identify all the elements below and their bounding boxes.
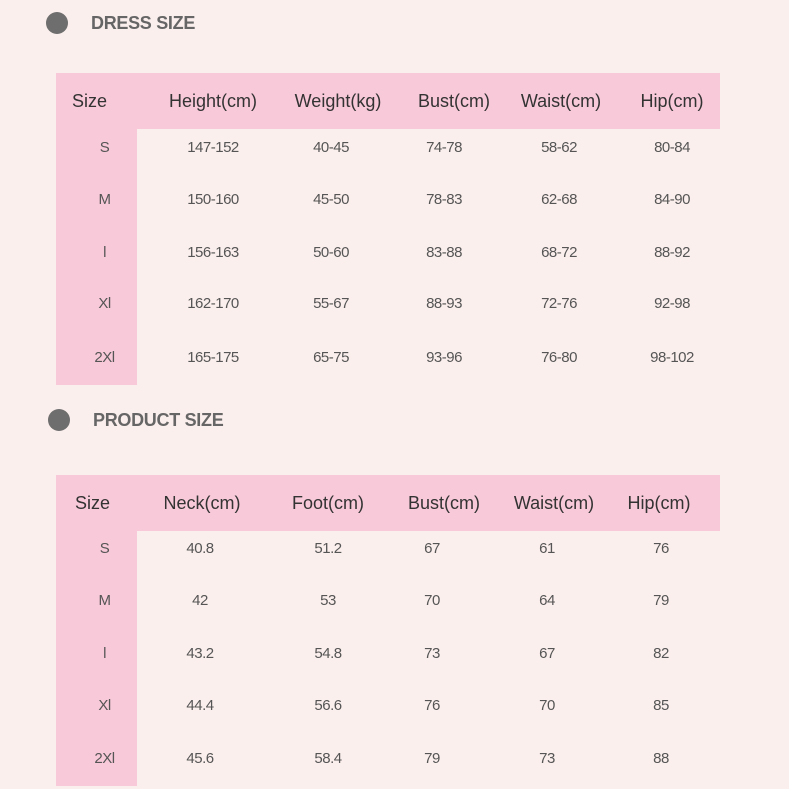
header-size: Size	[74, 493, 110, 513]
table-cell: 73	[424, 645, 440, 662]
product-size-table	[56, 475, 720, 786]
table-cell: 76	[424, 697, 440, 714]
table-cell: 156-163	[187, 244, 239, 261]
table-cell: 83-88	[426, 244, 462, 261]
table-cell: 45.6	[186, 750, 214, 767]
table-cell: 70	[424, 592, 440, 609]
header-waist: Waist(cm)	[520, 91, 602, 111]
table-cell: 72-76	[541, 295, 577, 312]
table-cell: 162-170	[187, 295, 239, 312]
header-height: Height(cm)	[168, 91, 257, 111]
table-cell: 40.8	[186, 540, 214, 557]
table-cell: 76-80	[541, 349, 577, 366]
table-cell: 64	[539, 592, 555, 609]
table-cell: 44.4	[186, 697, 214, 714]
table-cell: 88-92	[654, 244, 690, 261]
dress-size-heading	[46, 11, 195, 35]
header-bust: Bust(cm)	[418, 91, 490, 111]
table-cell: 76	[653, 540, 669, 557]
table-cell: 98-102	[650, 349, 694, 366]
product-size-heading	[46, 408, 223, 432]
table-cell: 70	[539, 697, 555, 714]
table-cell: l	[103, 645, 106, 662]
table-cell: 73	[539, 750, 555, 767]
table-cell: 93-96	[426, 349, 462, 366]
table-cell: Xl	[98, 295, 111, 312]
table-cell: 61	[539, 540, 555, 557]
table-cell: 2Xl	[94, 750, 115, 767]
table-cell: 92-98	[654, 295, 690, 312]
header-foot: Foot(cm)	[292, 493, 364, 513]
table-cell: 79	[653, 592, 669, 609]
table-cell: 150-160	[187, 191, 239, 208]
table-cell: 56.6	[314, 697, 342, 714]
header-weight: Weight(kg)	[294, 91, 382, 111]
table-cell: 50-60	[313, 244, 349, 261]
table-cell: 67	[424, 540, 440, 557]
header-bust: Bust(cm)	[408, 493, 480, 513]
table-cell: 84-90	[654, 191, 690, 208]
table-cell: 67	[539, 645, 555, 662]
table-cell: 147-152	[187, 139, 239, 156]
table-cell: 2Xl	[94, 349, 115, 366]
dress-size-table	[56, 73, 720, 385]
table-cell: 68-72	[541, 244, 577, 261]
header-hip: Hip(cm)	[640, 91, 704, 111]
header-neck: Neck(cm)	[163, 493, 241, 513]
product-size-title: PRODUCT SIZE	[93, 409, 224, 430]
table-cell: 80-84	[654, 139, 690, 156]
table-cell: 58-62	[541, 139, 577, 156]
table-cell: S	[99, 139, 110, 156]
table-cell: 43.2	[186, 645, 214, 662]
dress-size-title: DRESS SIZE	[91, 12, 196, 33]
table-cell: 55-67	[313, 295, 349, 312]
table-cell: 53	[320, 592, 336, 609]
header-size: Size	[71, 91, 107, 111]
table-cell: 42	[192, 592, 208, 609]
table-cell: 78-83	[426, 191, 462, 208]
header-waist: Waist(cm)	[513, 493, 595, 513]
table-cell: Xl	[98, 697, 111, 714]
table-cell: 45-50	[313, 191, 349, 208]
table-cell: 58.4	[314, 750, 342, 767]
table-cell: 40-45	[313, 139, 349, 156]
table-cell: l	[103, 244, 106, 261]
table-cell: 88	[653, 750, 669, 767]
table-cell: 82	[653, 645, 669, 662]
table-cell: M	[98, 191, 111, 208]
table-cell: 85	[653, 697, 669, 714]
table-cell: 65-75	[313, 349, 349, 366]
table-cell: 62-68	[541, 191, 577, 208]
table-cell: 74-78	[426, 139, 462, 156]
table-cell: S	[99, 540, 110, 557]
header-hip: Hip(cm)	[627, 493, 691, 513]
bullet-dot-icon	[46, 12, 68, 34]
table-cell: 165-175	[187, 349, 239, 366]
bullet-dot-icon	[48, 409, 70, 431]
table-cell: 54.8	[314, 645, 342, 662]
table-cell: 51.2	[314, 540, 342, 557]
table-cell: M	[98, 592, 111, 609]
table-cell: 88-93	[426, 295, 462, 312]
table-cell: 79	[424, 750, 440, 767]
